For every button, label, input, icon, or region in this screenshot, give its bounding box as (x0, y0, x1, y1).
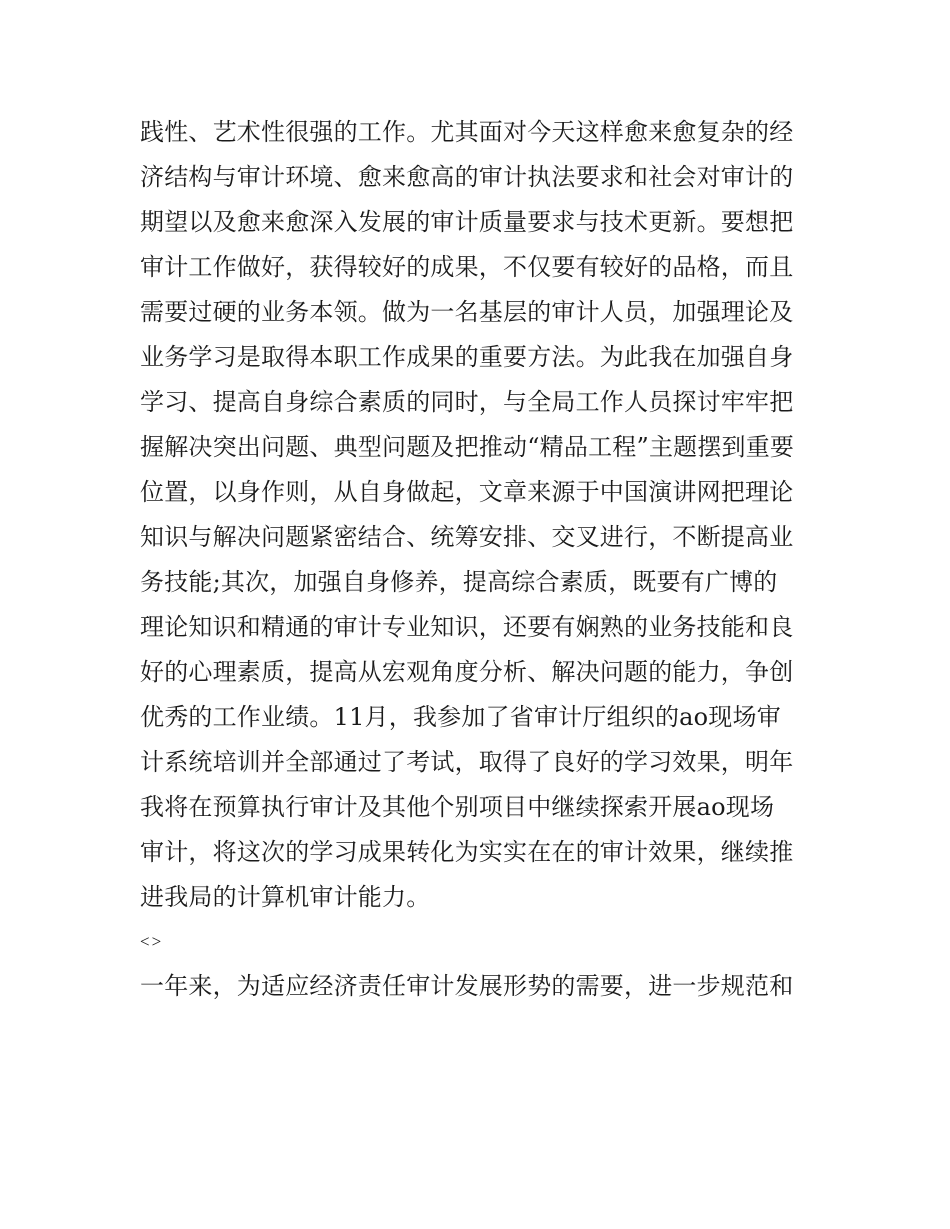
paragraph (140, 110, 830, 920)
text-line: 知识与解决问题紧密结合、统筹安排、交叉进行，不断提高业 (140, 523, 794, 551)
text-line: 期望以及愈来愈深入发展的审计质量要求与技术更新。要想把 (140, 208, 794, 236)
text-line: 理论知识和精通的审计专业知识，还要有娴熟的业务技能和良 (140, 613, 794, 641)
text-line: 进我局的计算机审计能力。 (140, 883, 431, 911)
document-body (140, 110, 830, 1009)
text-line: 审计工作做好，获得较好的成果，不仅要有较好的品格，而且 (140, 253, 794, 281)
text-line: 我将在预算执行审计及其他个别项目中继续探索开展ao现场 (140, 793, 775, 821)
text-line: 需要过硬的业务本领。做为一名基层的审计人员，加强理论及 (140, 298, 794, 326)
text-line: 务技能;其次，加强自身修养，提高综合素质，既要有广博的 (140, 568, 778, 596)
text-line: 计系统培训并全部通过了考试，取得了良好的学习效果，明年 (140, 748, 794, 776)
text-line: 握解决突出问题、典型问题及把推动“精品工程”主题摆到重要 (140, 433, 795, 461)
text-line: 学习、提高自身综合素质的同时，与全局工作人员探讨牢牢把 (140, 388, 794, 416)
text-line: 践性、艺术性很强的工作。尤其面对今天这样愈来愈复杂的经 (140, 118, 794, 146)
text-line: 业务学习是取得本职工作成果的重要方法。为此我在加强自身 (140, 343, 794, 371)
text-line: 审计，将这次的学习成果转化为实实在在的审计效果，继续推 (140, 838, 794, 866)
paragraph (140, 964, 830, 1009)
text-line: 好的心理素质，提高从宏观角度分析、解决问题的能力，争创 (140, 658, 794, 686)
text-line: 位置，以身作则，从自身做起，文章来源于中国演讲网把理论 (140, 478, 794, 506)
section-separator: <> (140, 932, 164, 951)
text-line: 优秀的工作业绩。11月，我参加了省审计厅组织的ao现场审 (140, 703, 781, 731)
text-line: 济结构与审计环境、愈来愈高的审计执法要求和社会对审计的 (140, 163, 794, 191)
text-line: 一年来，为适应经济责任审计发展形势的需要，进一步规范和 (140, 972, 794, 1000)
